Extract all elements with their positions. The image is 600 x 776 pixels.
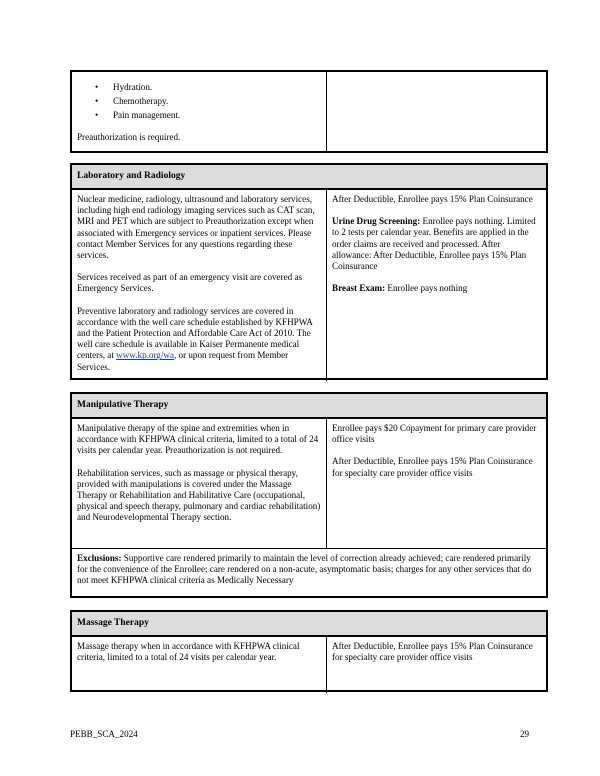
manip-exclusions: Exclusions: Supportive care rendered primarily to maintain the level of correction already achieved; care rendered primarily for the convenience of the Enrollee; care rendered on a non-acute, asymptomatic basis; charges for any other services that do not meet KFHPWA clinical criteria as Medically Necessary <box>77 553 532 586</box>
lab-right-cell <box>327 190 546 381</box>
preauth-note: Preauthorization is required. <box>77 131 181 142</box>
lab-emergency-note: Services received as part of an emergency visit are covered as Emergency Services. <box>77 272 303 294</box>
manip-right-cell <box>327 419 546 548</box>
continuation-left-cell <box>72 72 327 151</box>
kp-website-link[interactable]: www.kp.org/wa <box>116 350 174 361</box>
infusion-continuation-table <box>70 70 548 153</box>
list-item: • Hydration. <box>113 82 321 93</box>
continuation-right-cell <box>327 72 546 151</box>
section-title: Manipulative Therapy <box>72 394 546 418</box>
breast-exam: Breast Exam: Enrollee pays nothing <box>332 283 468 294</box>
laboratory-radiology-table <box>70 163 548 380</box>
lab-preventive-note: Preventive laboratory and radiology services are covered in accordance with the well care schedule established by KFHPWA and the Patient Protection and Affordable Care Act of 2010. The well care schedule is available in Kaiser Permanente medical centers, at www.kp.org/wa, or upon request from Member Services. <box>77 305 313 372</box>
manip-left-cell <box>72 419 327 548</box>
massage-therapy-table <box>70 610 548 692</box>
footer-doc-id: PEBB_SCA_2024 <box>70 729 138 739</box>
lab-description: Nuclear medicine, radiology, ultrasound and laboratory services, including high end radiology imaging services such as CAT scan, MRI and PET which are subject to Preauthorization except when associated with Emergency services or inpatient services. Please contact Member Services for any questions regarding these services. <box>77 194 315 261</box>
manip-specialty-cost: After Deductible, Enrollee pays 15% Plan Coinsurance for specialty care provider office visits <box>332 456 533 478</box>
section-title: Laboratory and Radiology <box>72 165 546 189</box>
lab-cost-share: After Deductible, Enrollee pays 15% Plan Coinsurance <box>332 194 533 204</box>
section-title: Massage Therapy <box>72 612 546 636</box>
massage-cost-share: After Deductible, Enrollee pays 15% Plan Coinsurance for specialty care provider office visits <box>332 641 533 663</box>
manip-rehab-note: Rehabilitation services, such as massage or physical therapy, provided with manipulations is covered under the Massage Therapy or Rehabilitation and Habilitative Care (occupational, physical and speech therapy, pulmonary and cardiac rehabilitation) and Neurodevelopmental Therapy section. <box>77 467 321 523</box>
lab-left-cell <box>72 190 327 381</box>
massage-left-cell <box>72 637 327 693</box>
massage-right-cell <box>327 637 546 693</box>
urine-drug-screening: Urine Drug Screening: Enrollee pays nothing. Limited to 2 tests per calendar year. Benefits are applied in the order claims are received and processed. After allowance: After Deductible, Enrollee pays 15% Plan Coinsurance <box>332 216 536 272</box>
treatment-list <box>77 82 321 122</box>
massage-description: Massage therapy when in accordance with KFHPWA clinical criteria, limited to a total of 24 visits per calendar year. <box>77 641 300 663</box>
list-item: • Pain management. <box>113 110 321 121</box>
manip-description: Manipulative therapy of the spine and extremities when in accordance with KFHPWA clinical criteria, limited to a total of 24 visits per calendar year. Preauthorization is not required. <box>77 423 319 456</box>
footer-page-number: 29 <box>520 729 530 739</box>
manip-primary-copay: Enrollee pays $20 Copayment for primary care provider office visits <box>332 423 537 445</box>
manipulative-therapy-table <box>70 392 548 598</box>
list-item: • Chemotherapy. <box>113 96 321 107</box>
